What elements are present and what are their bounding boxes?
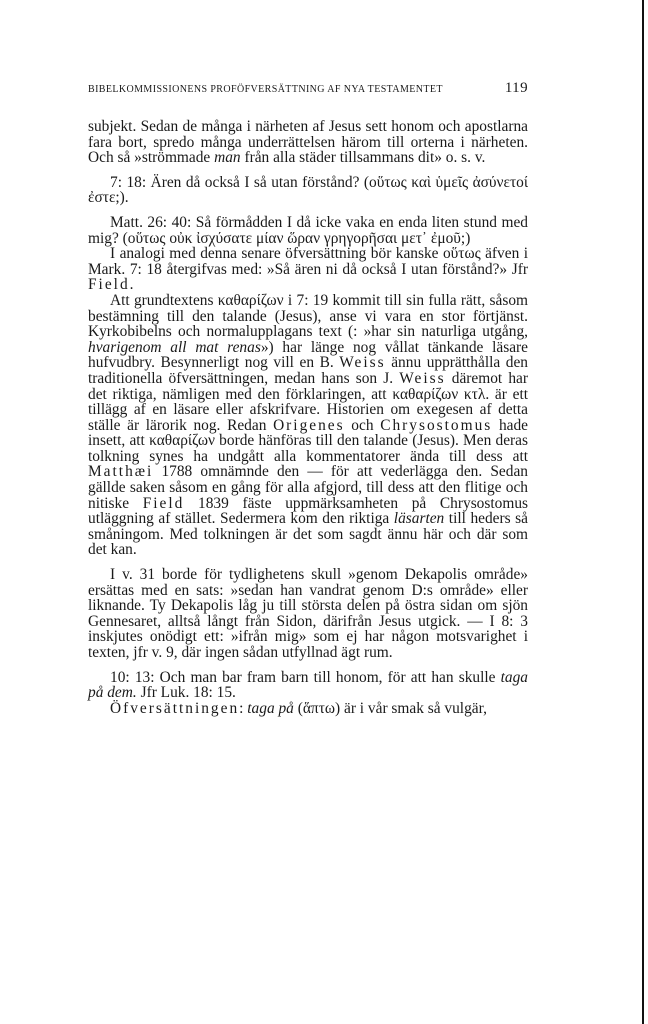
paragraph [88,175,528,206]
running-header [88,80,528,97]
paragraph [88,293,528,558]
text-run: Jfr Luk. 18: 15. [136,684,236,702]
document-page [88,80,528,716]
text-run: I v. 31 borde för tydlighetens skull »genom Dekapolis område» ersättas med en sats: »sedan han vandrat genom D:s område» eller liknande. Ty Dekapolis låg ju till största delen på östra sidan om sjön Gennesaret, alltså långt från Sidon, därifrån Jesus utgick. — I 8: 3 inskjutes onödigt ett: »ifrån mig» som ej har någon motsvarighet i texten, jfr v. 9, där ingen sådan utfyllnad ägt rum. [88,566,528,661]
page-number: 119 [504,80,528,96]
paragraph [88,567,528,661]
page-edge-line [642,0,644,1024]
text-run: ännu upprätthålla den traditionella öfversättningen, medan hans son J. [88,354,528,387]
text-run: Att grundtextens καθαρίζων i 7: 19 kommit till sin fulla rätt, såsom bestämning till den talande (Jesus), anse vi vara en stor förtjänst. Kyrkobibelns och normalupplagans text (: »har sin naturliga utgång, [88,291,528,341]
spaced-name: Field [88,276,130,294]
text-run: subjekt. Sedan de många i närheten af Jesus sett honom och apostlarna fara bort, spredo många underrättelsen härom till orterna i närheten. Och så »strömmade [88,118,528,167]
running-header-title: BIBELKOMMISSIONENS PROFÖFVERSÄTTNING AF NYA TESTAMENTET [88,84,443,95]
italic-text: taga på [247,699,294,717]
text-run: : [239,699,248,717]
text-run: ») har länge nog vållat tänkande läsare hufvudbry. Besynnerligt nog vill en B. [88,338,529,372]
text-run: hade insett, att καθαρίζων borde hänföras till den talande (Jesus). Men deras tolkning synes ha undgått alla kommentatorer ända till dess att [88,416,529,465]
text-run: 10: 13: Och man bar fram barn till honom, för att han skulle [110,668,501,686]
text-run: (ἅπτω) är i vår smak så vulgär, [293,699,487,717]
paragraph [88,246,528,293]
italic-text: taga på dem. [88,668,528,702]
italic-text: hvarigenom all mat renas [88,338,261,356]
text-run: till heders så småningom. Med tolkningen är det som sagdt ännu här och där som det kan. [88,510,528,559]
italic-text: läsarten [393,510,445,528]
spaced-name: Chrysostomus [380,416,493,434]
text-run: Matt. 26: 40: Så förmådden I då icke vaka en enda liten stund med mig? (οὕτως οὐκ ἰσχύσατε μίαν ὥραν γρηγορῆσαι μετ᾽ ἐμοῦ;) [88,213,528,247]
text-run: däremot har det riktiga, nämligen med den förklaringen, att καθαρίζων κτλ. är ett tillägg af en läsare eller afskrifvare. Historien om exegesen af detta ställe är lärorik nog. Redan [88,369,528,434]
italic-text: man [214,149,241,167]
spaced-name: Weiss [339,354,386,372]
text-run: 1788 omnämnde den — för att vederlägga den. Sedan gällde saken såsom en gång för alla afgjord, till dess att den flitige och nitiske [88,463,528,512]
text-run: 1839 fäste uppmärksamheten på Chrysostomus utläggning af stället. Sedermera kom den riktiga [88,494,528,528]
paragraph [88,215,528,246]
text-run: 7: 18: Ären då också I så utan förstånd? (οὕτως καὶ ὑμεῖς ἀσύνετοί ἐστε;). [88,173,528,207]
text-run: och [344,416,381,434]
spaced-name: Origenes [273,416,345,434]
body-text [88,119,528,716]
spaced-name: Field [142,494,185,512]
text-run: . [129,276,134,294]
spaced-name: Öfversättningen [110,699,240,717]
paragraph [88,119,528,166]
spaced-name: Matthæi [88,463,154,481]
paragraph [88,701,528,717]
paragraph [88,670,528,701]
text-run: I analogi med denna senare öfversättning bör kanske οὕτως äfven i Mark. 7: 18 återgifvas med: »Så ären ni då också I utan förstånd?» Jfr [88,245,528,278]
text-run: från alla städer tillsammans dit» o. s. v. [240,149,486,167]
spaced-name: Weiss [399,369,446,387]
